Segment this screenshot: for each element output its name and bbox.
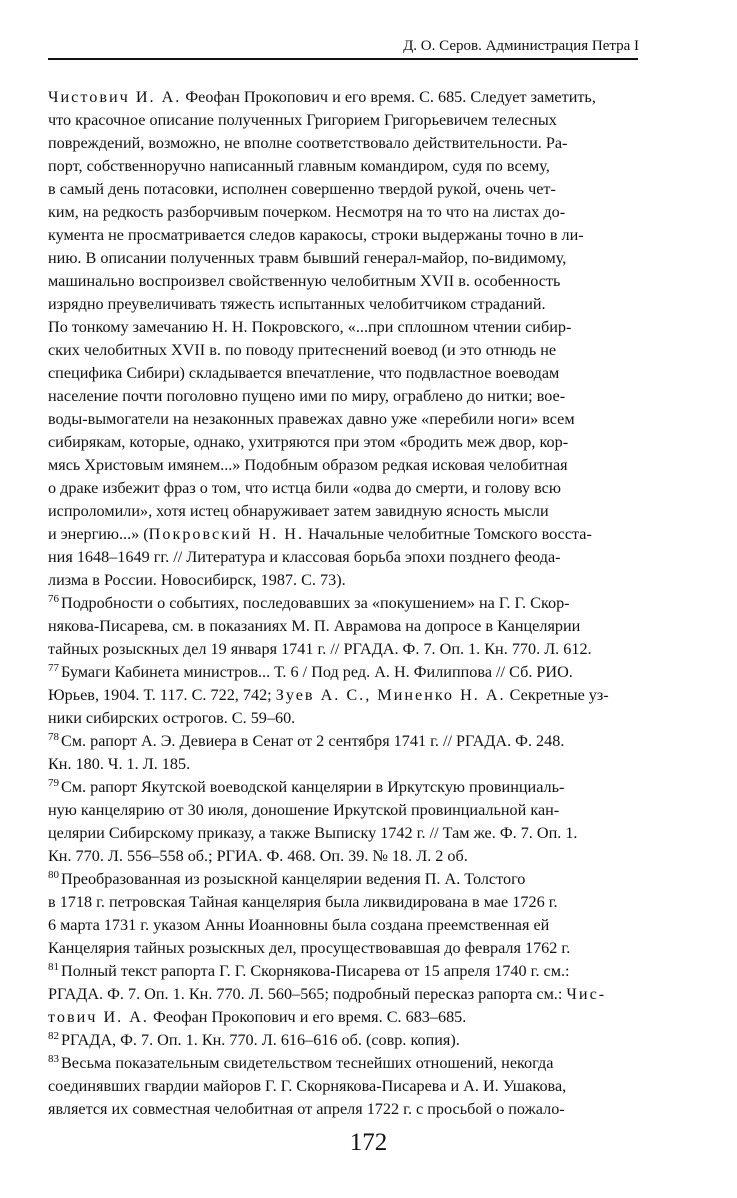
running-head: Д. О. Серов. Администрация Петра I	[403, 38, 639, 54]
text-segment: и энергию...» (	[48, 525, 149, 543]
text-segment: лизма в России. Новосибирск, 1987. С. 73).	[48, 571, 346, 589]
text-segment: Преобразованная из розыскной канцелярии ведения П. А. Толстого	[61, 870, 526, 888]
author-name: Чис-	[566, 985, 607, 1003]
text-segment: ники сибирских острогов. С. 59–60.	[48, 709, 296, 727]
text-line	[48, 477, 688, 500]
footnote-number: 81	[48, 961, 59, 973]
text-segment: мясь Христовым имянем...» Подобным образом редкая исковая челобитная	[48, 456, 568, 474]
text-line	[48, 155, 688, 178]
text-segment: Феофан Прокопович и его время. С. 683–685.	[148, 1008, 467, 1026]
footnote-number: 77	[48, 662, 59, 674]
text-segment: повреждений, возможно, не вполне соответствовало действительности. Ра-	[48, 134, 568, 152]
footnote-number: 76	[48, 593, 59, 605]
text-segment: Подробности о событиях, последовавших за «покушением» на Г. Г. Скор-	[61, 594, 570, 612]
text-segment: РГАДА. Ф. 7. Оп. 1. Кн. 770. Л. 560–565; подробный пересказ рапорта см.:	[48, 985, 567, 1003]
text-segment: воды-вымогатели на незаконных правежах давно уже «перебили ноги» всем	[48, 410, 575, 428]
text-line	[48, 937, 688, 960]
text-segment: ную канцелярию от 30 июля, доношение Иркутской провинциальной кан-	[48, 801, 560, 819]
header-rule	[48, 58, 638, 60]
author-name: Чистович И. А.	[48, 88, 182, 106]
text-line	[48, 914, 688, 937]
text-segment: Бумаги Кабинета министров... Т. 6 / Под ред. А. Н. Филиппова // Сб. РИО.	[61, 663, 573, 681]
footnote-number: 80	[48, 869, 59, 881]
text-segment: соединявших гвардии майоров Г. Г. Скорнякова-Писарева и А. И. Ушакова,	[48, 1077, 567, 1095]
author-name: тович И. А.	[48, 1008, 149, 1026]
text-line	[48, 822, 688, 845]
text-segment: что красочное описание полученных Григорием Григорьевичем телесных	[48, 111, 557, 129]
text-segment: 6 марта 1731 г. указом Анны Иоанновны была создана преемственная ей	[48, 916, 550, 934]
text-segment: нию. В описании полученных травм бывший генерал-майор, по-видимому,	[48, 249, 567, 267]
text-line	[48, 316, 688, 339]
text-segment: Кн. 180. Ч. 1. Л. 185.	[48, 755, 191, 773]
text-line	[48, 86, 688, 109]
footnote-number: 79	[48, 777, 59, 789]
text-line	[48, 707, 688, 730]
text-line	[48, 799, 688, 822]
text-segment: някова-Писарева, см. в показаниях М. П. Аврамова на допросе в Канцелярии	[48, 617, 581, 635]
text-line	[48, 408, 688, 431]
text-line	[48, 201, 688, 224]
author-name: Зуев А. С., Миненко Н. А.	[275, 686, 506, 704]
text-segment: См. рапорт Якутской воеводской канцелярии в Иркутскую провинциаль-	[61, 778, 565, 796]
text-segment: РГАДА, Ф. 7. Оп. 1. Кн. 770. Л. 616–616 об. (совр. копия).	[61, 1031, 460, 1049]
text-segment: Феофан Прокопович и его время. С. 685. Следует заметить,	[181, 88, 596, 106]
author-name: Покровский Н. Н.	[148, 525, 304, 543]
text-line	[48, 362, 688, 385]
text-segment: в 1718 г. петровская Тайная канцелярия была ликвидирована в мае 1726 г.	[48, 893, 558, 911]
text-line	[48, 569, 688, 592]
text-segment: ния 1648–1649 гг. // Литература и классовая борьба эпохи позднего феода-	[48, 548, 561, 566]
text-line	[48, 431, 688, 454]
text-line	[48, 523, 688, 546]
text-line	[48, 1006, 688, 1029]
text-line	[48, 753, 688, 776]
text-segment: испроломили», хотя истец обнаруживает затем завидную ясность мысли	[48, 502, 549, 520]
text-segment: кумента не просматривается следов каракосы, строки выдержаны точно в ли-	[48, 226, 584, 244]
text-segment: Весьма показательным свидетельством теснейших отношений, некогда	[61, 1054, 554, 1072]
text-line	[48, 454, 688, 477]
footnote-line	[48, 868, 688, 891]
footnote-line	[48, 776, 688, 799]
text-line	[48, 638, 688, 661]
text-segment: Начальные челобитные Томского восста-	[304, 525, 592, 543]
text-segment: См. рапорт А. Э. Девиера в Сенат от 2 сентября 1741 г. // РГАДА. Ф. 248.	[61, 732, 565, 750]
text-line	[48, 1098, 688, 1121]
footnote-number: 78	[48, 731, 59, 743]
text-line	[48, 546, 688, 569]
text-line	[48, 500, 688, 523]
footnote-line	[48, 960, 688, 983]
page-number: 172	[349, 1129, 388, 1156]
text-segment: машинально воспроизвел свойственную челобитным XVII в. особенность	[48, 272, 561, 290]
text-segment: специфика Сибири) складывается впечатление, что подвластное воеводам	[48, 364, 560, 382]
body-text	[48, 86, 688, 1121]
text-line	[48, 385, 688, 408]
text-line	[48, 615, 688, 638]
text-segment: изрядно преувеличивать тяжесть испытанных челобитчиком страданий.	[48, 295, 546, 313]
text-segment: сибирякам, которые, однако, ухитряются при этом «бродить меж двор, кор-	[48, 433, 569, 451]
text-segment: целярии Сибирскому приказу, а также Выписку 1742 г. // Там же. Ф. 7. Оп. 1.	[48, 824, 578, 842]
text-line	[48, 132, 688, 155]
text-line	[48, 109, 688, 132]
text-segment: является их совместная челобитная от апреля 1722 г. с просьбой о пожало-	[48, 1100, 565, 1118]
text-line	[48, 684, 688, 707]
footnote-line	[48, 592, 688, 615]
text-line	[48, 293, 688, 316]
footnote-number: 83	[48, 1053, 59, 1065]
text-segment: ким, на редкость разборчивым почерком. Несмотря на то что на листах до-	[48, 203, 566, 221]
text-line	[48, 1075, 688, 1098]
text-segment: тайных розыскных дел 19 января 1741 г. // РГАДА. Ф. 7. Оп. 1. Кн. 770. Л. 612.	[48, 640, 592, 658]
text-line	[48, 178, 688, 201]
text-segment: о драке избежит фраз о том, что истца били «одва до смерти, и голову всю	[48, 479, 561, 497]
footnote-line	[48, 1052, 688, 1075]
text-line	[48, 224, 688, 247]
text-line	[48, 339, 688, 362]
text-line	[48, 270, 688, 293]
text-segment: Канцелярия тайных розыскных дел, просуществовавшая до февраля 1762 г.	[48, 939, 571, 957]
text-line	[48, 983, 688, 1006]
text-segment: Юрьев, 1904. Т. 117. С. 722, 742;	[48, 686, 276, 704]
text-segment: в самый день потасовки, исполнен совершенно твердой рукой, очень чет-	[48, 180, 556, 198]
text-segment: Секретные уз-	[505, 686, 609, 704]
text-line	[48, 845, 688, 868]
text-segment: ских челобитных XVII в. по поводу притеснений воевод (и это отнюдь не	[48, 341, 557, 359]
text-line	[48, 247, 688, 270]
text-segment: порт, собственноручно написанный главным командиром, судя по всему,	[48, 157, 550, 175]
text-segment: население почти поголовно пущено ими по миру, ограблено до нитки; вое-	[48, 387, 566, 405]
footnote-line	[48, 730, 688, 753]
text-segment: Полный текст рапорта Г. Г. Скорнякова-Писарева от 15 апреля 1740 г. см.:	[61, 962, 570, 980]
text-segment: По тонкому замечанию Н. Н. Покровского, «...при сплошном чтении сибир-	[48, 318, 572, 336]
footnote-line	[48, 661, 688, 684]
footnote-line	[48, 1029, 688, 1052]
footnote-number: 82	[48, 1030, 59, 1042]
text-segment: Кн. 770. Л. 556–558 об.; РГИА. Ф. 468. Оп. 39. № 18. Л. 2 об.	[48, 847, 468, 865]
text-line	[48, 891, 688, 914]
